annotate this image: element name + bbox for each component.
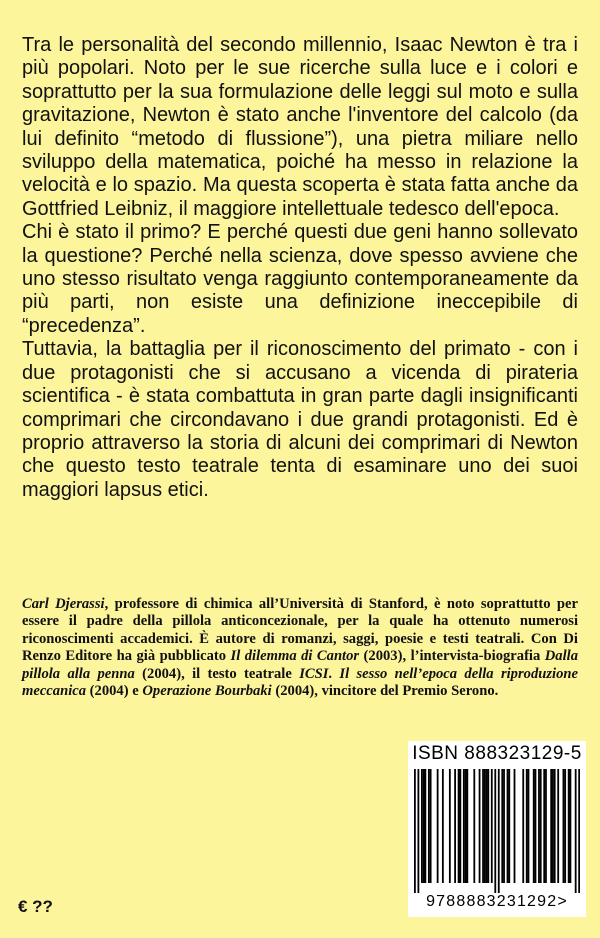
barcode-bar bbox=[545, 769, 547, 883]
barcode-bar bbox=[424, 769, 426, 883]
barcode-bar bbox=[563, 769, 565, 883]
barcode-bar bbox=[465, 769, 467, 883]
book-title: Operazione Bourbaki bbox=[142, 683, 272, 700]
barcode-bar bbox=[514, 769, 516, 883]
barcode-bar bbox=[508, 769, 510, 883]
barcode-bar bbox=[578, 769, 580, 893]
barcode-number: 9788883231292 bbox=[426, 893, 558, 910]
book-title: Dalla pillola alla penna bbox=[22, 648, 578, 682]
barcode-bar bbox=[557, 769, 559, 883]
barcode-bar bbox=[533, 769, 535, 883]
barcode-bar bbox=[442, 769, 444, 883]
blurb-paragraph-3: Tuttavia, la battaglia per il riconoscimento del primato - con i due protagonisti che si accusano a vicenda di pirateria scientifica - è stata combattuta in gran parte dagli insignificanti comprimari che circondavano i due grandi protagonisti. Ed è proprio attraverso la storia di alcuni dei comprimari di Newton che questo testo teatrale tenta di esaminare uno dei suoi maggiori lapsus etici. bbox=[22, 338, 578, 501]
barcode-bar bbox=[498, 769, 500, 893]
barcode-bars bbox=[414, 769, 580, 893]
barcode-bar bbox=[501, 769, 503, 883]
isbn-barcode bbox=[408, 741, 586, 917]
barcode-bar bbox=[473, 769, 475, 883]
barcode-bar bbox=[494, 769, 496, 893]
blurb-paragraph-2: Chi è stato il primo? E perché questi due geni hanno sollevato la questione? Perché nella scienza, dove spesso avviene che uno stesso risultato venga raggiunto contemporaneamente da più parti, non esiste una definizione ineccepibile di “precedenza”. bbox=[22, 221, 578, 337]
barcode-bar bbox=[543, 769, 545, 883]
author-name: Carl Djerassi bbox=[22, 596, 105, 612]
barcode-bar bbox=[552, 769, 554, 883]
bio-text: . bbox=[328, 665, 340, 682]
barcode-bar bbox=[428, 769, 430, 883]
barcode-bar bbox=[458, 769, 460, 883]
barcode-bar bbox=[570, 769, 572, 883]
bio-text: , professore di chimica all’Università di Stanford, è noto soprattutto per essere il padre della pillola anticoncezionale, per la quale ha ottenuto numerosi riconoscimenti accademici. È autore di romanzi, saggi, poesie e testi teatrali. Con Di Renzo Editore ha già pubblicato bbox=[22, 596, 579, 665]
barcode-bar bbox=[414, 769, 416, 893]
barcode-bar bbox=[430, 769, 432, 883]
barcode-bar bbox=[550, 769, 552, 883]
barcode-bar bbox=[484, 769, 486, 883]
barcode-bar bbox=[535, 769, 537, 883]
barcode-bar bbox=[463, 769, 465, 883]
barcode-bar bbox=[423, 769, 425, 883]
bio-text: (2003), l’intervista-biografia bbox=[359, 648, 545, 665]
back-cover-blurb bbox=[22, 34, 578, 502]
barcode-bar bbox=[437, 769, 439, 883]
barcode-bar bbox=[421, 769, 423, 883]
author-bio bbox=[22, 596, 578, 700]
bio-text: (2004) e bbox=[86, 683, 143, 700]
barcode-bar bbox=[491, 769, 493, 883]
book-title: ICSI bbox=[299, 665, 329, 682]
barcode-digits bbox=[408, 893, 586, 911]
barcode-bar bbox=[528, 769, 530, 883]
barcode-bar bbox=[454, 769, 456, 883]
book-title: Il sesso nell’epoca della riproduzione meccanica bbox=[22, 665, 578, 700]
barcode-bar bbox=[479, 769, 481, 883]
barcode-bar bbox=[466, 769, 468, 883]
bio-text: (2004), il testo teatrale bbox=[134, 665, 300, 682]
barcode-bar bbox=[459, 769, 461, 883]
barcode-bar bbox=[487, 769, 489, 883]
barcode-bar bbox=[522, 769, 524, 883]
barcode-bar bbox=[507, 769, 509, 883]
barcode-bar bbox=[564, 769, 566, 883]
barcode-bar bbox=[503, 769, 505, 883]
barcode-bar bbox=[486, 769, 488, 883]
isbn-label: ISBN 888323129-5 bbox=[412, 743, 582, 764]
barcode-bar bbox=[575, 769, 577, 893]
blurb-paragraph-1: Tra le personalità del secondo millennio, Isaac Newton è tra i più popolari. Noto per le sue ricerche sulla luce e i colori e soprattutto per la sua formulazione delle leggi sul moto e sulla gravitazione, Newton è stato anche l'inventore del calcolo (da lui definito “metodo di flussione”), una pietra miliare nello sviluppo della matematica, poiché ha messo in relazione la velocità e lo spazio. Ma questa scoperta è stata fatta anche da Gottfried Leibniz, il maggiore intellettuale tedesco dell'epoca. bbox=[22, 34, 578, 220]
barcode-quiet-zone-arrow: > bbox=[557, 893, 568, 910]
book-title: Il dilemma di Cantor bbox=[230, 648, 360, 665]
barcode-bar bbox=[540, 769, 542, 883]
barcode-bar bbox=[482, 769, 484, 883]
bio-text: (2004), vincitore del Premio Serono. bbox=[271, 683, 499, 700]
barcode-bar bbox=[449, 769, 451, 883]
barcode-bar bbox=[526, 769, 528, 883]
barcode-bar bbox=[554, 769, 556, 883]
price: € ?? bbox=[18, 897, 53, 916]
barcode-bar bbox=[568, 769, 570, 883]
barcode-bar bbox=[538, 769, 540, 883]
barcode-bar bbox=[417, 769, 419, 893]
